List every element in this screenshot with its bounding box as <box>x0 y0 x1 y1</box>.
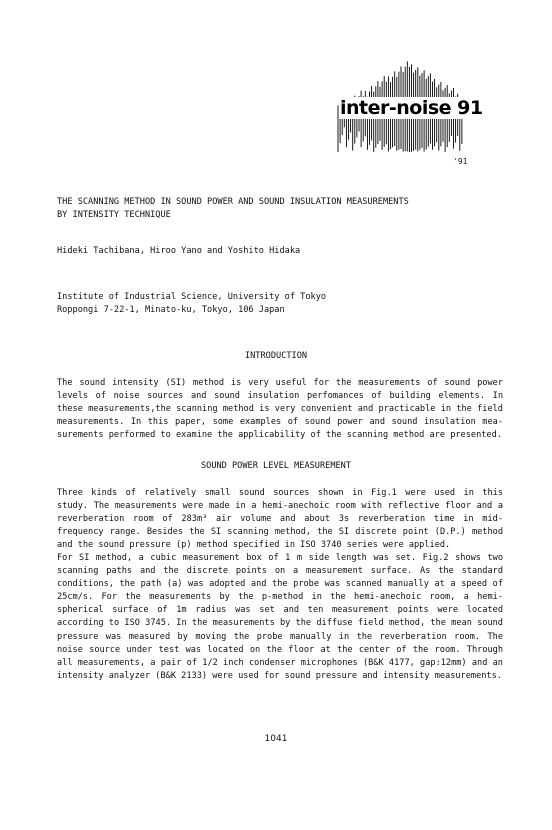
sp-line: reverberation room of 283m³ air volume and about 3s reverberation time in mid- <box>57 514 503 525</box>
intro-line: surements performed to examine the applicability of the scanning method are presented. <box>57 430 502 441</box>
page-number: 1041 <box>264 734 288 744</box>
sound-power-heading: SOUND POWER LEVEL MEASUREMENT <box>200 461 352 471</box>
sp-line: 25cm/s. For the measurements by the p-method in the hemi-anechoic room, a hemi- <box>57 592 503 603</box>
introduction-body <box>57 377 503 442</box>
inter-noise-logo-text: inter-noise 91 <box>340 97 483 119</box>
intro-line: The sound intensity (SI) method is very useful for the measurements of sound power <box>57 378 503 388</box>
sp-line: intensity analyzer (B&K 2133) were used for sound pressure and intensity measurements. <box>57 670 502 681</box>
sp-line: and the sound pressure (p) method specified in ISO 3740 series were applied. <box>57 540 451 551</box>
sp-line: frequency range. Besides the SI scanning method, the SI discrete point (D.P.) method <box>57 527 503 538</box>
intro-line: measurements. In this paper, some examples of sound power and sound insulation mea- <box>57 417 503 428</box>
sp-line: scanning paths and the discrete points on a measurement surface. As the standard <box>57 566 503 577</box>
affiliation-line-1: Institute of Industrial Science, University of Tokyo <box>57 292 327 302</box>
sp-line: pressure was measured by moving the probe manually in the reverberation room. The <box>57 631 503 642</box>
introduction-heading: INTRODUCTION <box>244 351 308 361</box>
sp-line: study. The measurements were made in a hemi-anechoic room with reflective floor and a <box>57 501 503 512</box>
paper-title-line-2: BY INTENSITY TECHNIQUE <box>57 210 171 220</box>
paper-title-line-1: THE SCANNING METHOD IN SOUND POWER AND SOUND INSULATION MEASUREMENTS <box>57 197 409 207</box>
sp-line: all measurements, a pair of 1/2 inch condenser microphones (B&K 4177, gap:12mm) and an <box>57 657 503 668</box>
sp-line: spherical surface of 1m radius was set and ten measurement points were located <box>57 605 503 616</box>
sp-line: according to ISO 3745. In the measurements by the diffuse field method, the mean sound <box>57 618 503 629</box>
affiliation-line-2: Roppongi 7-22-1, Minato-ku, Tokyo, 106 Japan <box>57 305 285 315</box>
sp-line: For SI method, a cubic measurement box of 1 m side length was set. Fig.2 shows two <box>57 553 503 564</box>
sp-line: Three kinds of relatively small sound sources shown in Fig.1 were used in this <box>57 488 503 498</box>
intro-line: these measurements,the scanning method is very convenient and practicable in the field <box>57 404 503 415</box>
logo-year-mark: '91 <box>453 157 468 166</box>
sound-power-body <box>57 487 503 683</box>
paper-authors: Hideki Tachibana, Hiroo Yano and Yoshito Hidaka <box>57 246 301 256</box>
intro-line: levels of noise sources and sound insulation perfomances of building elements. In <box>57 391 503 402</box>
sp-line: noise source under test was located on the floor at the center of the room. Through <box>57 644 503 655</box>
sp-line: conditions, the path (a) was adopted and the probe was scanned manually at a speed of <box>57 579 503 590</box>
